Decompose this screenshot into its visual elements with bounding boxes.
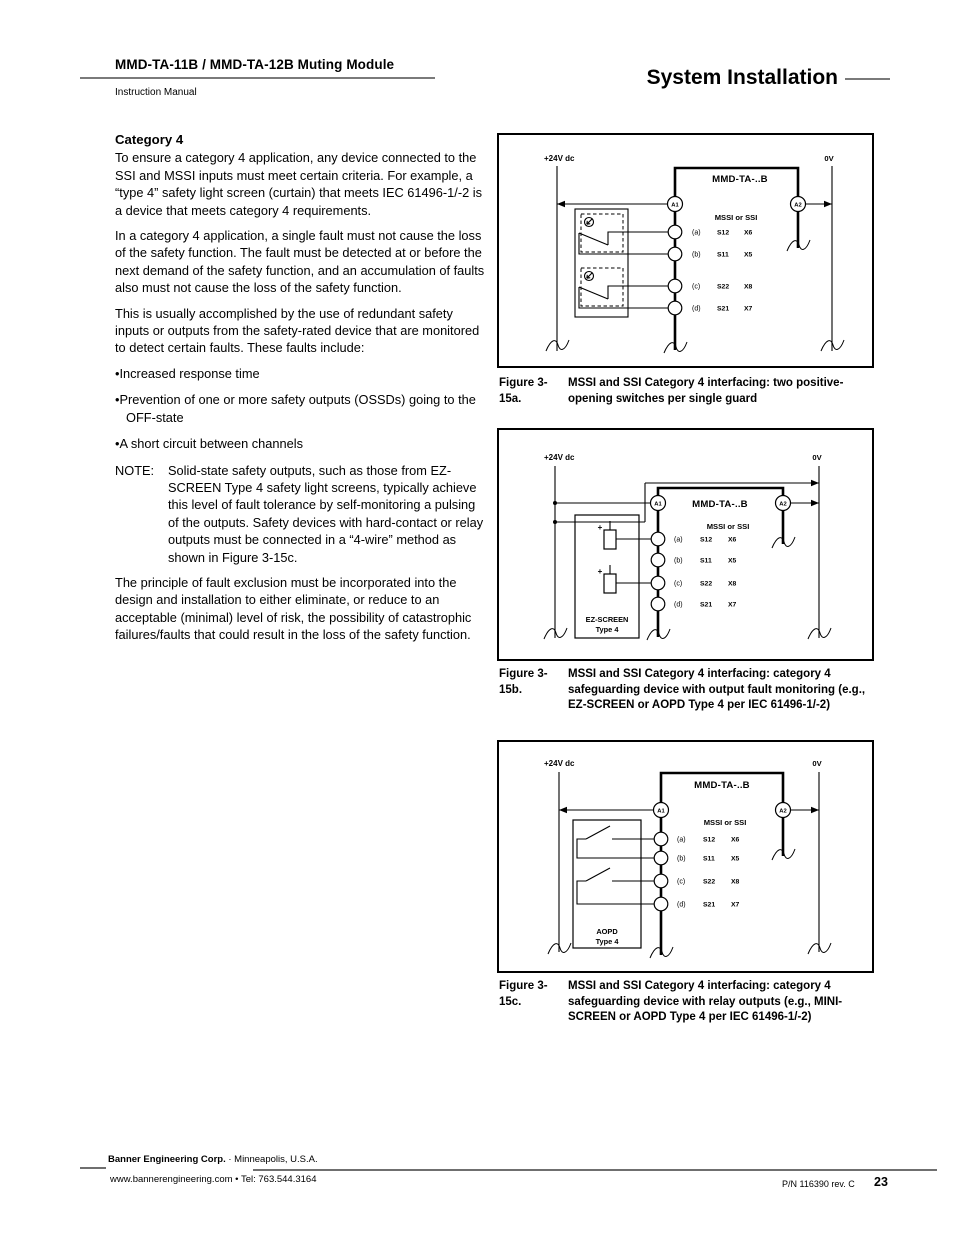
positive-opening-icon <box>585 218 594 227</box>
terminal-rows <box>651 532 736 611</box>
row-b-pin: X5 <box>731 855 740 863</box>
terminal-d <box>654 897 668 911</box>
device-type-label: Type 4 <box>595 625 619 634</box>
caption-label: Figure 3-15a. <box>499 377 548 405</box>
paragraph-4: The principle of fault exclusion must be incorporated into the design and installation to either eliminate, or reduce to an acceptable (minimal) level of risk, the possibility of catastrophic failures/faults that could result in the loss of the safety function. <box>115 574 472 643</box>
row-b-id: (b) <box>677 855 686 863</box>
row-d-terminal: S21 <box>717 305 730 313</box>
left-arrowhead <box>559 807 567 813</box>
caption-label: Figure 3-15c. <box>499 980 548 1008</box>
figure-3-15a-caption <box>499 376 879 407</box>
row-a-terminal: S12 <box>700 536 713 544</box>
supply-24v-label: +24V dc <box>544 759 575 768</box>
row-c-pin: X8 <box>731 878 740 886</box>
header-rule <box>80 77 435 79</box>
device-name-label: AOPD <box>596 927 618 936</box>
row-a-pin: X6 <box>731 836 740 844</box>
plus-sign: + <box>597 523 603 532</box>
caption-label: Figure 3-15b. <box>499 668 548 696</box>
supply-0v-label: 0V <box>812 453 822 462</box>
figure-3-15c-svg <box>499 742 872 971</box>
row-c-terminal: S22 <box>700 580 713 588</box>
figure-3-15c-diagram <box>497 740 874 973</box>
footer-company: Banner Engineering Corp. <box>108 1154 226 1165</box>
row-c-terminal: S22 <box>703 878 716 886</box>
terminal-rows <box>654 832 739 911</box>
row-d-pin: X7 <box>744 305 753 313</box>
terminal-c <box>651 576 665 590</box>
bullet-short-circuit: • A short circuit between channels <box>115 435 485 452</box>
row-a-terminal: S12 <box>717 229 730 237</box>
switch-2-dashed-box <box>581 268 623 306</box>
row-b-pin: X5 <box>744 251 753 259</box>
row-c-terminal: S22 <box>717 283 730 291</box>
mssi-ssi-label: MSSI or SSI <box>703 818 747 827</box>
row-b-terminal: S11 <box>717 251 729 259</box>
right-arrowhead <box>811 807 819 813</box>
part-number: P/N 116390 rev. C <box>782 1179 855 1189</box>
footer-location: · Minneapolis, U.S.A. <box>228 1154 318 1165</box>
terminal-a1-label: A1 <box>654 501 662 508</box>
row-a-id: (a) <box>677 836 686 844</box>
section-title: System Installation <box>646 66 838 89</box>
row-a-pin: X6 <box>744 229 753 237</box>
terminal-b <box>654 851 668 865</box>
row-a-terminal: S12 <box>703 836 716 844</box>
row-d-id: (d) <box>677 901 686 909</box>
row-c-id: (c) <box>692 283 701 291</box>
footer-contact-line: www.bannerengineering.com • Tel: 763.544.3164 <box>110 1174 317 1185</box>
paragraph-2: In a category 4 application, a single fault must not cause the loss of the safety function. The fault must be detected at or before the next demand of the safety function, and an accumulation of faults also must not cause the loss of the safety function. <box>115 228 485 296</box>
switch-2-blade <box>579 287 608 299</box>
right-arrowhead <box>811 500 819 506</box>
terminal-c <box>654 874 668 888</box>
terminal-a1-label: A1 <box>671 202 679 209</box>
module-label: MMD-TA-..B <box>692 499 748 510</box>
row-b-pin: X5 <box>728 557 737 565</box>
row-d-terminal: S21 <box>703 901 716 909</box>
plus-sign: + <box>597 567 603 576</box>
section-title-dash <box>845 78 890 80</box>
left-arrowhead <box>557 201 565 207</box>
footer-company-line <box>108 1154 318 1165</box>
switch-1-blade <box>579 233 608 245</box>
note-text: Solid-state safety outputs, such as those from EZ-SCREEN Type 4 safety light screens, typically achieve this level of fault tolerance by self-monitoring a pulsing of the outputs. Safety devices with hard-contact or relay outputs must be connected in a “4-wire” method as shown in Figure 3-15c. <box>168 462 484 565</box>
supply-24v-label: +24V dc <box>544 453 575 462</box>
module-label: MMD-TA-..B <box>712 174 768 185</box>
supply-24v-label: +24V dc <box>544 154 575 163</box>
note-label: NOTE: <box>115 462 155 478</box>
junction-dot <box>553 501 557 505</box>
row-a-pin: X6 <box>728 536 737 544</box>
terminal-c <box>668 279 682 293</box>
junction-dot <box>553 520 557 524</box>
row-b-id: (b) <box>674 557 683 565</box>
figure-3-15b-caption <box>499 667 879 714</box>
switch-1-dashed-box <box>581 214 623 252</box>
paragraph-3: This is usually accomplished by the use of redundant safety inputs or outputs from the safety-rated device that are monitored to detect certain faults. These faults include: <box>115 305 480 356</box>
footer-rule <box>253 1169 937 1171</box>
device-type-label: Type 4 <box>595 937 619 946</box>
device-name-label: EZ-SCREEN <box>585 615 629 624</box>
figure-3-15b-diagram <box>497 428 874 661</box>
mssi-ssi-label: MSSI or SSI <box>706 522 750 531</box>
row-b-terminal: S11 <box>700 557 712 565</box>
terminal-a1-label: A1 <box>657 808 665 815</box>
terminal-b <box>668 247 682 261</box>
wire-a <box>608 232 668 245</box>
terminal-rows <box>668 225 752 315</box>
mssi-ssi-label: MSSI or SSI <box>714 213 758 222</box>
bullet-response-time: • Increased response time <box>115 365 485 382</box>
module-label: MMD-TA-..B <box>694 780 750 791</box>
row-c-pin: X8 <box>728 580 737 588</box>
supply-0v-label: 0V <box>824 154 834 163</box>
figure-3-15a-svg <box>499 135 872 366</box>
wire-c <box>608 286 668 299</box>
row-c-id: (c) <box>674 580 683 588</box>
row-d-id: (d) <box>692 305 701 313</box>
positive-opening-icon <box>585 272 594 281</box>
caption-text: MSSI and SSI Category 4 interfacing: category 4 safeguarding device with output fault monitoring (e.g., EZ-SCREEN or AOPD Type 4 per IEC 61496-1/-2) <box>568 668 866 711</box>
row-c-id: (c) <box>677 878 686 886</box>
row-b-id: (b) <box>692 251 701 259</box>
figure-3-15c-caption <box>499 979 879 1026</box>
body-column <box>115 131 485 652</box>
row-a-id: (a) <box>674 536 683 544</box>
terminal-d <box>668 301 682 315</box>
row-d-id: (d) <box>674 601 683 609</box>
right-arrowhead <box>824 201 832 207</box>
figure-3-15a-diagram <box>497 133 874 368</box>
category-heading: Category 4 <box>115 132 184 147</box>
footer-left-dash <box>80 1167 106 1169</box>
row-d-pin: X7 <box>731 901 740 909</box>
row-b-terminal: S11 <box>703 855 715 863</box>
note-block <box>115 462 485 566</box>
figure-3-15b-svg <box>499 430 872 659</box>
terminal-a <box>651 532 665 546</box>
terminal-b <box>651 553 665 567</box>
terminal-a <box>668 225 682 239</box>
terminal-a <box>654 832 668 846</box>
right-arrowhead <box>811 480 819 486</box>
caption-text: MSSI and SSI Category 4 interfacing: two positive-opening switches per single guard <box>568 377 844 405</box>
row-c-pin: X8 <box>744 283 753 291</box>
bullet-ossd-prevention: • Prevention of one or more safety outputs (OSSDs) going to the OFF-state <box>115 391 485 426</box>
row-a-id: (a) <box>692 229 701 237</box>
module-top-bus <box>658 488 783 496</box>
caption-text: MSSI and SSI Category 4 interfacing: category 4 safeguarding device with relay outputs (e.g., MINI-SCREEN or AOPD Type 4 per IEC 61496-1/-2) <box>568 980 843 1023</box>
switch-assembly-box <box>575 209 628 317</box>
terminal-a2-label: A2 <box>779 501 787 508</box>
terminal-a2-label: A2 <box>779 808 787 815</box>
terminal-a2-label: A2 <box>794 202 802 209</box>
row-d-pin: X7 <box>728 601 737 609</box>
supply-0v-label: 0V <box>812 759 822 768</box>
page-number: 23 <box>874 1175 888 1189</box>
document-subtitle: Instruction Manual <box>115 87 197 98</box>
terminal-d <box>651 597 665 611</box>
paragraph-1: To ensure a category 4 application, any device connected to the SSI and MSSI inputs must meet certain criteria. For example, a “type 4” safety light screen (curtain) that meets IEC 61496-1/-2 is a device that meets category 4 requirements. <box>115 150 483 218</box>
document-title: MMD-TA-11B / MMD-TA-12B Muting Module <box>115 57 395 72</box>
row-d-terminal: S21 <box>700 601 713 609</box>
